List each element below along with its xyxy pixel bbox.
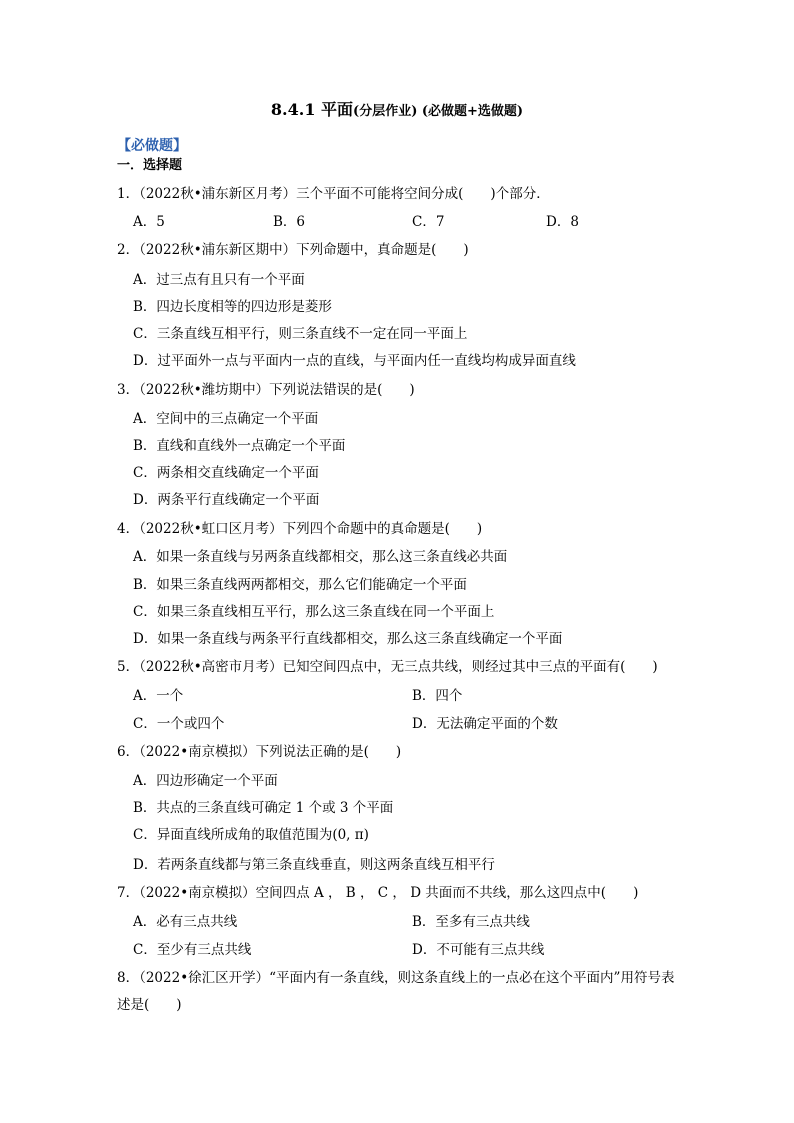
- page-title: [0, 100, 794, 122]
- question-7-option-a: A．必有三点共线: [133, 914, 238, 930]
- question-7-option-d: D．不可能有三点共线: [412, 942, 545, 958]
- title-main: 8.4.1 平面: [270, 100, 354, 119]
- question-3-option-a: A．空间中的三点确定一个平面: [133, 411, 319, 427]
- question-5-stem: 5．（2022秋•高密市月考）已知空间四点中，无三点共线，则经过其中三点的平面有( ): [117, 659, 658, 675]
- part-heading-multiple-choice: 一．选择题: [117, 158, 183, 173]
- question-3-option-b: B．直线和直线外一点确定一个平面: [133, 438, 346, 454]
- question-5-option-b: B．四个: [412, 688, 463, 704]
- question-3-option-c: C．两条相交直线确定一个平面: [133, 465, 319, 481]
- question-5-option-c: C．一个或四个: [133, 716, 225, 732]
- section-label-required: 【必做题】: [117, 138, 187, 154]
- question-6-stem: 6．（2022•南京模拟）下列说法正确的是( ): [117, 744, 402, 760]
- question-4-stem: 4．（2022秋•虹口区月考）下列四个命题中的真命题是( ): [117, 521, 483, 537]
- question-2-option-b: B．四边长度相等的四边形是菱形: [133, 299, 332, 315]
- question-2-option-a: A．过三点有且只有一个平面: [133, 272, 305, 288]
- question-3-stem: 3．（2022秋•潍坊期中）下列说法错误的是( ): [117, 382, 415, 398]
- question-2-stem: 2．（2022秋•浦东新区期中）下列命题中，真命题是( ): [117, 242, 469, 258]
- question-4-option-c: C．如果三条直线相互平行，那么这三条直线在同一个平面上: [133, 604, 495, 620]
- question-2-option-d: D．过平面外一点与平面内一点的直线，与平面内任一直线均构成异面直线: [133, 353, 576, 369]
- question-1-option-c: C．7: [412, 214, 445, 230]
- question-7-option-b: B．至多有三点共线: [412, 914, 530, 930]
- question-5-option-d: D．无法确定平面的个数: [412, 716, 558, 732]
- question-4-option-a: A．如果一条直线与另两条直线都相交，那么这三条直线必共面: [133, 549, 508, 565]
- question-7-stem: 7．（2022•南京模拟）空间四点 A ， B ， C ， D 共面而不共线，那么这四点中( ): [117, 885, 639, 901]
- question-8-stem: 8．（2022•徐汇区开学）“平面内有一条直线，则这条直线上的一点必在这个平面内”用符号表述是( ): [117, 970, 675, 1013]
- question-6-option-b: B．共点的三条直线可确定 1 个或 3 个平面: [133, 800, 394, 816]
- question-1-option-a: A．5: [133, 214, 165, 230]
- question-4-option-d: D．如果一条直线与两条平行直线都相交，那么这三条直线确定一个平面: [133, 631, 563, 647]
- question-6-option-a: A．四边形确定一个平面: [133, 773, 278, 789]
- question-3-option-d: D．两条平行直线确定一个平面: [133, 492, 320, 508]
- question-1-option-b: B．6: [273, 214, 306, 230]
- title-subtitle: (分层作业) (必做题+选做题): [353, 104, 524, 119]
- question-7-option-c: C．至少有三点共线: [133, 942, 252, 958]
- question-1-stem: 1．（2022秋•浦东新区月考）三个平面不可能将空间分成( )个部分．: [117, 186, 550, 202]
- question-5-option-a: A．一个: [133, 688, 184, 704]
- question-6-option-d: D．若两条直线都与第三条直线垂直，则这两条直线互相平行: [133, 857, 495, 873]
- question-6-option-c: C．异面直线所成角的取值范围为(0, π): [133, 827, 369, 843]
- question-4-option-b: B．如果三条直线两两都相交，那么它们能确定一个平面: [133, 577, 467, 593]
- question-1-option-d: D．8: [546, 214, 579, 230]
- question-2-option-c: C．三条直线互相平行，则三条直线不一定在同一平面上: [133, 326, 468, 342]
